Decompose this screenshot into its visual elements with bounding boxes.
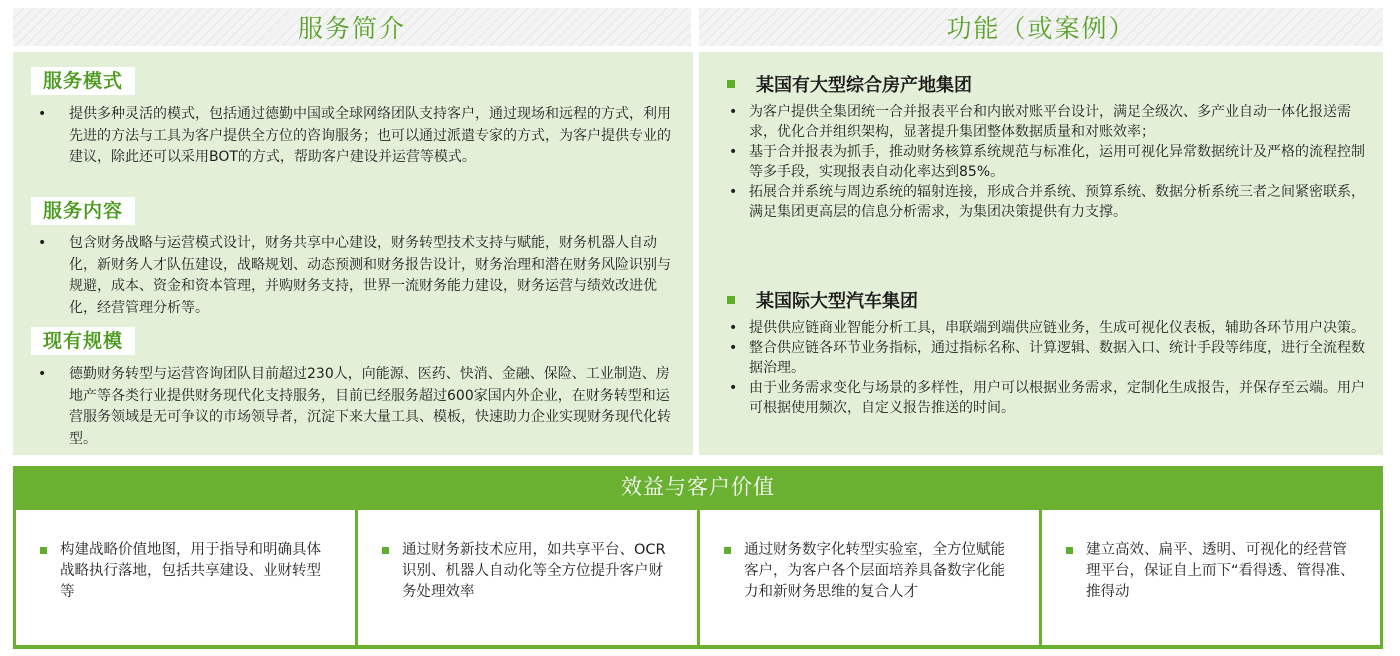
benefit-card-4 bbox=[1042, 510, 1380, 645]
list-item: • 提供供应链商业智能分析工具，串联端到端供应链业务，生成可视化仪表板，辅助各环节用户决策。 bbox=[727, 318, 1367, 338]
service-intro-title: 服务简介 bbox=[297, 14, 406, 43]
list-item: • 由于业务需求变化与场景的多样性，用户可以根据业务需求，定制化生成报告，并保存至云端。用户可根据使用频次，自定义报告推送的时间。 bbox=[727, 378, 1367, 418]
list-item: • 提供多种灵活的模式，包括通过德勤中国或全球网络团队支持客户，通过现场和远程的方式，利用先进的方法与工具为客户提供全方位的咨询服务；也可以通过派遣专家的方式，为客户提供专业的建议，除此还可以采用BOT的方式，帮助客户建设并运营等模式。 bbox=[35, 104, 675, 169]
service-intro-panel bbox=[13, 52, 693, 455]
case-1-title: 某国有大型综合房产地集团 bbox=[756, 75, 972, 96]
service-content-list bbox=[35, 233, 675, 319]
square-bullet-icon bbox=[727, 80, 735, 88]
square-bullet-icon bbox=[382, 547, 389, 554]
list-item: • 整合供应链各环节业务指标，通过指标名称、计算逻辑、数据入口、统计手段等纬度，进行全流程数据治理。 bbox=[727, 338, 1367, 378]
case-2-list bbox=[727, 318, 1367, 418]
service-content-tag: 服务内容 bbox=[31, 197, 135, 225]
square-bullet-icon bbox=[40, 547, 47, 554]
list-item: • 德勤财务转型与运营咨询团队目前超过230人，向能源、医药、快消、金融、保险、工业制造、房地产等各类行业提供财务现代化支持服务，目前已经服务超过600家国内外企业，在财务转型和运营服务领域是无可争议的市场领导者，沉淀下来大量工具、模板，快速助力企业实现财务现代化转型。 bbox=[35, 364, 675, 450]
benefit-card-2 bbox=[358, 510, 697, 645]
benefit-text: 通过财务新技术应用，如共享平台、OCR识别、机器人自动化等全方位提升客户财务处理效率 bbox=[402, 542, 666, 600]
list-item: • 包含财务战略与运营模式设计，财务共享中心建设，财务转型技术支持与赋能，财务机器人自动化，新财务人才队伍建设，战略规划、动态预测和财务报告设计，财务治理和潜在财务风险识别与规避，成本、资金和资本管理，并购财务支持，世界一流财务能力建设，财务运营与绩效改进优化，经营管理分析等。 bbox=[35, 233, 675, 319]
service-model-list bbox=[35, 104, 675, 169]
current-scale-list bbox=[35, 364, 675, 450]
benefit-card-1 bbox=[16, 510, 355, 645]
benefits-title: 效益与客户价值 bbox=[621, 475, 775, 499]
case-1-list bbox=[727, 102, 1367, 222]
benefit-text: 构建战略价值地图，用于指导和明确具体战略执行落地，包括共享建设、业财转型等 bbox=[60, 542, 321, 600]
current-scale-tag: 现有规模 bbox=[31, 327, 135, 355]
benefit-text: 建立高效、扁平、透明、可视化的经营管理平台，保证自上而下“看得透、管得准、推得动 bbox=[1086, 542, 1355, 600]
service-intro-header bbox=[13, 8, 691, 46]
cases-panel bbox=[699, 52, 1383, 455]
benefit-text: 通过财务数字化转型实验室，全方位赋能客户，为客户各个层面培养具备数字化能力和新财务思维的复合人才 bbox=[744, 542, 1005, 600]
service-model-tag: 服务模式 bbox=[31, 67, 135, 95]
case-2-title: 某国际大型汽车集团 bbox=[756, 291, 918, 312]
case-2-heading bbox=[727, 287, 918, 313]
benefits-section bbox=[13, 466, 1383, 649]
list-item: • 基于合并报表为抓手，推动财务核算系统规范与标准化，运用可视化异常数据统计及严格的流程控制等多手段，实现报表自动化率达到85%。 bbox=[727, 142, 1367, 182]
list-item: • 为客户提供全集团统一合并报表平台和内嵌对账平台设计，满足全级次、多产业自动一体化报送需求，优化合并组织架构，显著提升集团整体数据质量和对账效率； bbox=[727, 102, 1367, 142]
square-bullet-icon bbox=[727, 296, 735, 304]
case-1-heading bbox=[727, 71, 972, 97]
function-cases-title: 功能（或案例） bbox=[946, 14, 1136, 43]
list-item: • 拓展合并系统与周边系统的辐射连接，形成合并系统、预算系统、数据分析系统三者之间紧密联系，满足集团更高层的信息分析需求，为集团决策提供有力支撑。 bbox=[727, 182, 1367, 222]
benefit-card-3 bbox=[700, 510, 1039, 645]
square-bullet-icon bbox=[1066, 547, 1073, 554]
square-bullet-icon bbox=[724, 547, 731, 554]
function-cases-header bbox=[699, 8, 1383, 46]
